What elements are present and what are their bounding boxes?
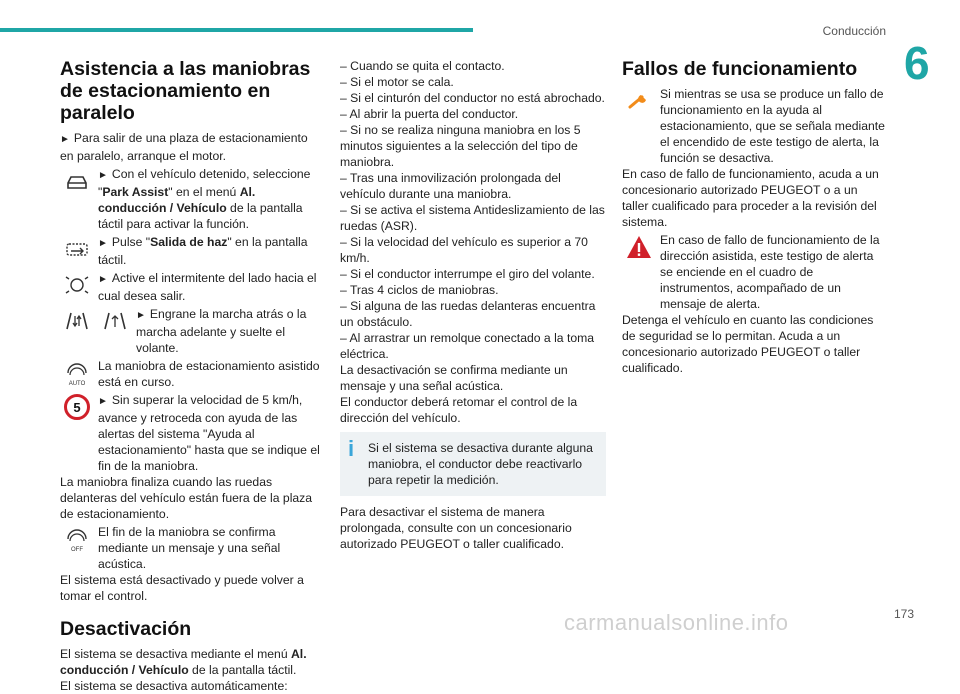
list-item: – Si el cinturón del conductor no está abrochado. — [340, 91, 605, 105]
step-park-assist: ► Con el vehículo detenido, seleccione "Park Assist" en el menú Al. conducción / Vehículo de la pantalla táctil para activar la función. — [60, 166, 322, 232]
list-item: – Si la velocidad del vehículo es superior a 70 km/h. — [340, 235, 588, 265]
intro-step: ► Para salir de una plaza de estacionamiento en paralelo, arranque el motor. — [60, 131, 308, 163]
step-speed: 5 ► Sin superar la velocidad de 5 km/h, avance y retroceda con ayuda de las alertas del sistema "Ayuda al estacionamiento" hasta que se indique el fin de la maniobra. — [60, 392, 322, 474]
maneuver-end-text: La maniobra finaliza cuando las ruedas delanteras del vehículo están fuera de la plaza de estacionamiento. — [60, 475, 313, 521]
gear-forward-icon — [98, 306, 132, 336]
column-malfunctions — [622, 58, 886, 376]
svg-text:AUTO: AUTO — [68, 381, 86, 387]
step-end-confirm: OFF El fin de la maniobra se confirma mediante un mensaje y una señal acústica. — [60, 524, 322, 572]
list-item: – Si el conductor interrumpe el giro del volante. — [340, 267, 595, 281]
list-item: – Si alguna de las ruedas delanteras encuentra un obstáculo. — [340, 299, 596, 329]
section-title-parallel-assist: Asistencia a las maniobras de estacionamiento en paralelo — [60, 58, 311, 124]
arrow-icon: ► — [98, 396, 108, 407]
turn-signal-icon — [60, 270, 94, 300]
list-item: – Si no se realiza ninguna maniobra en los 5 minutos siguientes a la selección del tipo de maniobra. — [340, 123, 581, 169]
step-gear: ► Engrane la marcha atrás o la marcha adelante y suelte el volante. — [60, 306, 322, 356]
list-item: – Si se activa el sistema Antideslizamiento de las ruedas (ASR). — [340, 203, 605, 233]
chapter-name: Conducción — [822, 24, 886, 38]
stop-vehicle-text: Detenga el vehículo en cuanto las condiciones de seguridad se lo permitan. Acuda a un concesionario autorizado PEUGEOT o taller cualificado. — [622, 313, 874, 375]
list-item: – Al abrir la puerta del conductor. — [340, 107, 519, 121]
prolonged-deactivation-text: Para desactivar el sistema de manera prolongada, consulte con un concesionario autorizado PEUGEOT o taller cualificado. — [340, 505, 572, 551]
arrow-icon: ► — [98, 274, 108, 285]
section-title-deactivation: Desactivación — [60, 618, 192, 640]
parking-exit-icon — [60, 234, 94, 264]
list-item: – Cuando se quita el contacto. — [340, 59, 505, 73]
deactivation-confirm-text: La desactivación se confirma mediante un mensaje y una señal acústica. — [340, 363, 568, 393]
list-item: – Tras 4 ciclos de maniobras. — [340, 283, 499, 297]
column-deactivation-list — [340, 58, 606, 552]
list-item: – Tras una inmovilización prolongada del vehículo durante una maniobra. — [340, 171, 561, 201]
speed-limit-icon — [60, 392, 94, 422]
step-indicator: ► Active el intermitente del lado hacia el cual desea salir. — [60, 270, 322, 304]
info-icon: i — [348, 436, 355, 461]
arrow-icon: ► — [98, 170, 108, 181]
arrow-icon: ► — [136, 310, 146, 321]
step-in-progress: AUTO La maniobra de estacionamiento asistido está en curso. — [60, 358, 322, 390]
svg-text:5: 5 — [73, 400, 81, 415]
steering-auto-icon — [60, 358, 94, 388]
driver-control-text: El conductor deberá retomar el control de la dirección del vehículo. — [340, 395, 578, 425]
info-note: i Si el sistema se desactiva durante alguna maniobra, el conductor debe reactivarlo para repetir la medición. — [340, 432, 606, 496]
arrow-icon: ► — [98, 238, 108, 249]
section-title-malfunctions: Fallos de funcionamiento — [622, 58, 858, 80]
deactivation-list — [340, 58, 606, 362]
list-item: – Al arrastrar un remolque conectado a la toma eléctrica. — [340, 331, 595, 361]
step-salida-de-haz: ► Pulse "Salida de haz" en la pantalla táctil. — [60, 234, 322, 268]
chapter-number: 6 — [904, 37, 930, 89]
malfunction-steering: En caso de fallo de funcionamiento de la dirección asistida, este testigo de alerta se enciende en el cuadro de instrumentos, acompañado de un mensaje de alerta. — [622, 232, 886, 312]
malfunction-dealer-text: En caso de fallo de funcionamiento, acuda a un concesionario autorizado PEUGEOT o a un taller cualificado para proceder a la revisión del sistema. — [622, 167, 879, 229]
system-off-text: El sistema está desactivado y puede volver a tomar el control. — [60, 573, 304, 603]
watermark: carmanualsonline.info — [564, 610, 789, 635]
deactivation-text: El sistema se desactiva mediante el menú Al. conducción / Vehículo de la pantalla táctil. — [60, 647, 307, 677]
steering-off-icon — [60, 524, 94, 554]
page-number: 173 — [893, 607, 914, 621]
wrench-warning-icon — [622, 86, 656, 116]
malfunction-parking: Si mientras se usa se produce un fallo de funcionamiento en la ayuda al estacionamiento, que se señala mediante el encendido de este testigo de alerta, la función se desactiva. — [622, 86, 886, 166]
svg-text:OFF: OFF — [71, 547, 83, 553]
car-settings-icon — [60, 166, 94, 196]
gear-direction-icon — [60, 306, 94, 336]
warning-triangle-icon — [622, 232, 656, 262]
column-parallel-assist — [60, 58, 322, 694]
auto-deactivation-text: El sistema se desactiva automáticamente: — [60, 679, 288, 693]
arrow-icon: ► — [60, 134, 70, 145]
header-accent-bar — [0, 28, 473, 32]
list-item: – Si el motor se cala. — [340, 75, 454, 89]
